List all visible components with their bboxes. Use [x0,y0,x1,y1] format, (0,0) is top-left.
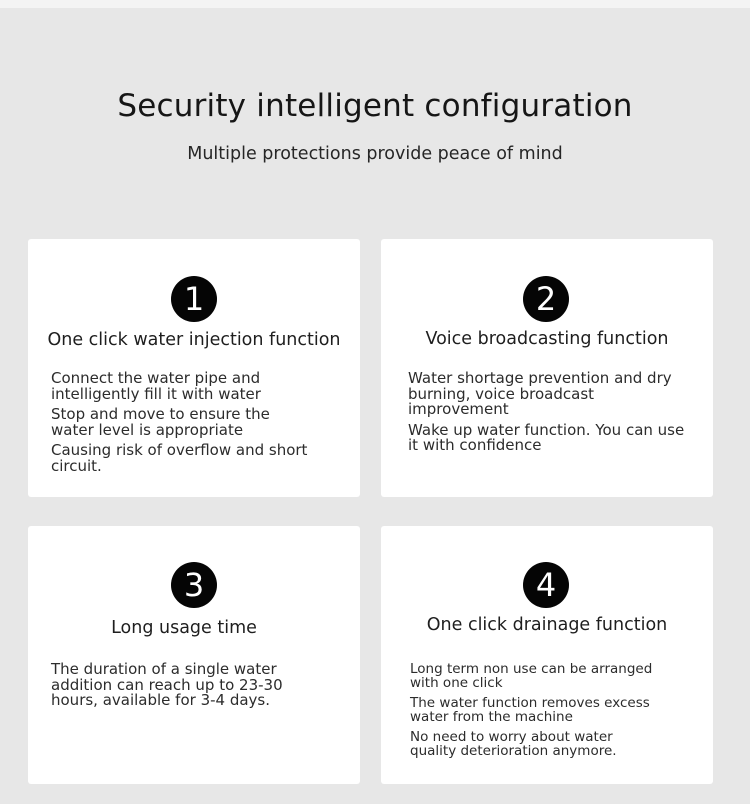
feature-card-3 [28,526,360,784]
feature-card-4 [381,526,713,784]
number-badge-4: 4 [523,562,569,608]
feature-description-2 [408,371,688,454]
feature-card-1 [28,239,360,497]
feature-title-1: One click water injection function [47,330,341,350]
description-line: Stop and move to ensure the water level is appropriate [51,405,270,439]
description-line: Connect the water pipe and intelligently fill it with water [51,369,261,403]
description-line: The duration of a single water addition can reach up to 23-30 hours, available for 3-4 days. [51,660,283,709]
feature-card-2 [381,239,713,497]
description-line: Wake up water function. You can use it with confidence [408,420,685,454]
feature-title-4: One click drainage function [426,615,668,635]
number-badge-2: 2 [523,276,569,322]
feature-title-2: Voice broadcasting function [425,329,669,349]
description-line: Water shortage prevention and dry burning, voice broadcast improvement [408,369,672,418]
top-strip [0,0,750,8]
number-badge-1: 1 [171,276,217,322]
feature-description-4 [410,662,660,758]
feature-description-1 [51,371,311,474]
description-line: The water function removes excess water from the machine [410,695,650,725]
number-badge-3: 3 [171,562,217,608]
feature-title-3: Long usage time [111,618,257,638]
page-subtitle: Multiple protections provide peace of mind [187,144,563,164]
description-line: No need to worry about water quality deterioration anymore. [410,729,617,759]
description-line: Long term non use can be arranged with one click [410,661,653,691]
feature-description-3 [51,662,301,709]
description-line: Causing risk of overflow and short circuit. [51,441,308,475]
page-title: Security intelligent configuration [117,88,633,124]
